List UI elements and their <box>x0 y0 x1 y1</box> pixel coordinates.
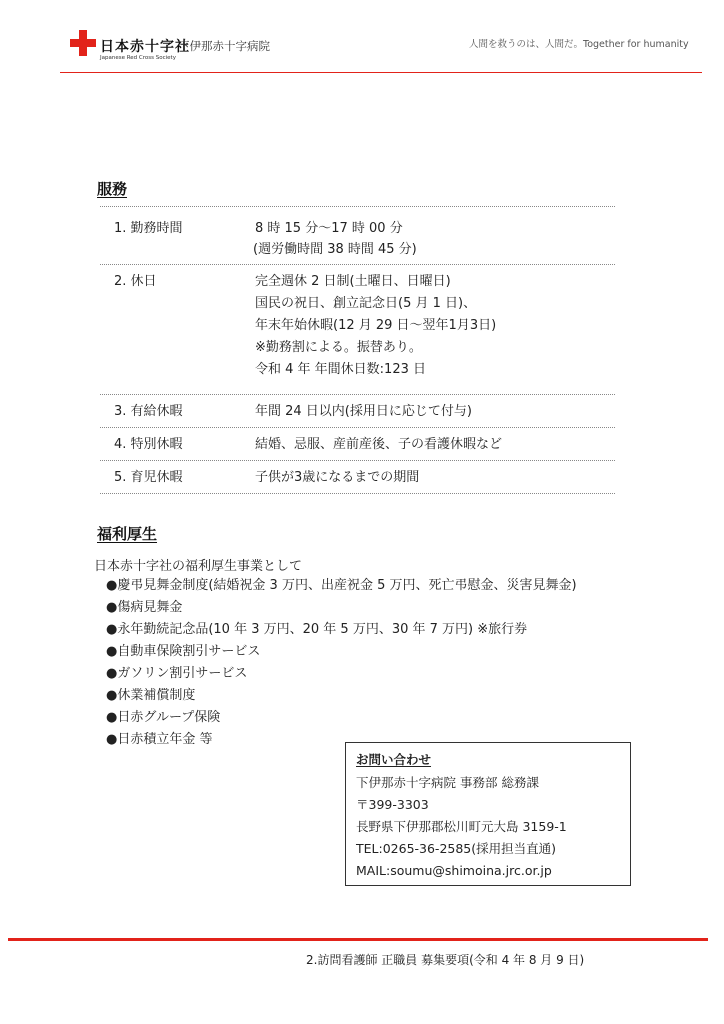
work-item-line: 子供が3歳になるまでの期間 <box>255 470 420 485</box>
work-item-line: (週労働時間 38 時間 45 分) <box>253 242 417 257</box>
work-item-line: 8 時 15 分〜17 時 00 分 <box>255 221 403 236</box>
work-item-line: 令和 4 年 年間休日数:123 日 <box>255 362 426 377</box>
red-cross-logo-icon <box>70 30 96 56</box>
welfare-bullet: ●永年勤続記念品(10 年 3 万円、20 年 5 万円、30 年 7 万円) ※旅行券 <box>106 622 528 637</box>
work-item-label: 1. 勤務時間 <box>114 221 183 236</box>
slogan: 人間を救うのは、人間だ。Together for humanity <box>469 39 689 50</box>
contact-line: 〒399-3303 <box>356 797 429 812</box>
work-item-line: 国民の祝日、創立記念日(5 月 1 日)、 <box>255 296 477 311</box>
contact-heading: お問い合わせ <box>356 752 432 767</box>
welfare-bullet: ●休業補償制度 <box>106 688 196 703</box>
work-item-label: 5. 育児休暇 <box>114 470 183 485</box>
dotted-divider <box>100 206 615 207</box>
dotted-divider <box>100 493 615 494</box>
work-item-label: 3. 有給休暇 <box>114 404 183 419</box>
work-item-line: 年末年始休暇(12 月 29 日〜翌年1月3日) <box>255 318 497 333</box>
welfare-bullet: ●傷病見舞金 <box>106 600 183 615</box>
welfare-bullet: ●自動車保険割引サービス <box>106 644 261 659</box>
work-item-label: 4. 特別休暇 <box>114 437 183 452</box>
welfare-bullet: ●日赤グループ保険 <box>106 710 221 725</box>
footer-divider <box>8 938 708 941</box>
work-item-line: 結婚、忌服、産前産後、子の看護休暇など <box>255 437 503 452</box>
header-divider <box>60 72 702 73</box>
dotted-divider <box>100 427 615 428</box>
work-item-line: 完全週休 2 日制(土曜日、日曜日) <box>255 274 451 289</box>
org-name: 日本赤十字社 <box>100 39 190 55</box>
work-section-title: 服務 <box>97 180 128 198</box>
work-item-line: 年間 24 日以内(採用日に応じて付与) <box>255 404 472 419</box>
footer-text: 2.訪問看護師 正職員 募集要項(令和 4 年 8 月 9 日) <box>306 953 585 967</box>
dotted-divider <box>100 264 615 265</box>
contact-phone: TEL:0265-36-2585(採用担当直通) <box>356 841 557 856</box>
contact-address: 長野県下伊那郡松川町元大島 3159-1 <box>356 819 567 834</box>
welfare-section-title: 福利厚生 <box>97 525 158 543</box>
work-item-line: ※勤務割による。振替あり。 <box>255 340 422 355</box>
welfare-bullet: ●慶弔見舞金制度(結婚祝金 3 万円、出産祝金 5 万円、死亡弔慰金、災害見舞金) <box>106 578 577 593</box>
hospital-name: 下伊那赤十字病院 <box>178 39 270 53</box>
welfare-intro: 日本赤十字社の福利厚生事業として <box>94 559 303 574</box>
welfare-bullet: ●日赤積立年金 等 <box>106 732 213 747</box>
contact-line: 下伊那赤十字病院 事務部 総務課 <box>356 775 539 790</box>
work-item-label: 2. 休日 <box>114 274 157 289</box>
contact-email: MAIL:soumu@shimoina.jrc.or.jp <box>356 863 552 878</box>
welfare-bullet: ●ガソリン割引サービス <box>106 666 248 681</box>
dotted-divider <box>100 394 615 395</box>
org-name-en: Japanese Red Cross Society <box>100 55 176 61</box>
dotted-divider <box>100 460 615 461</box>
